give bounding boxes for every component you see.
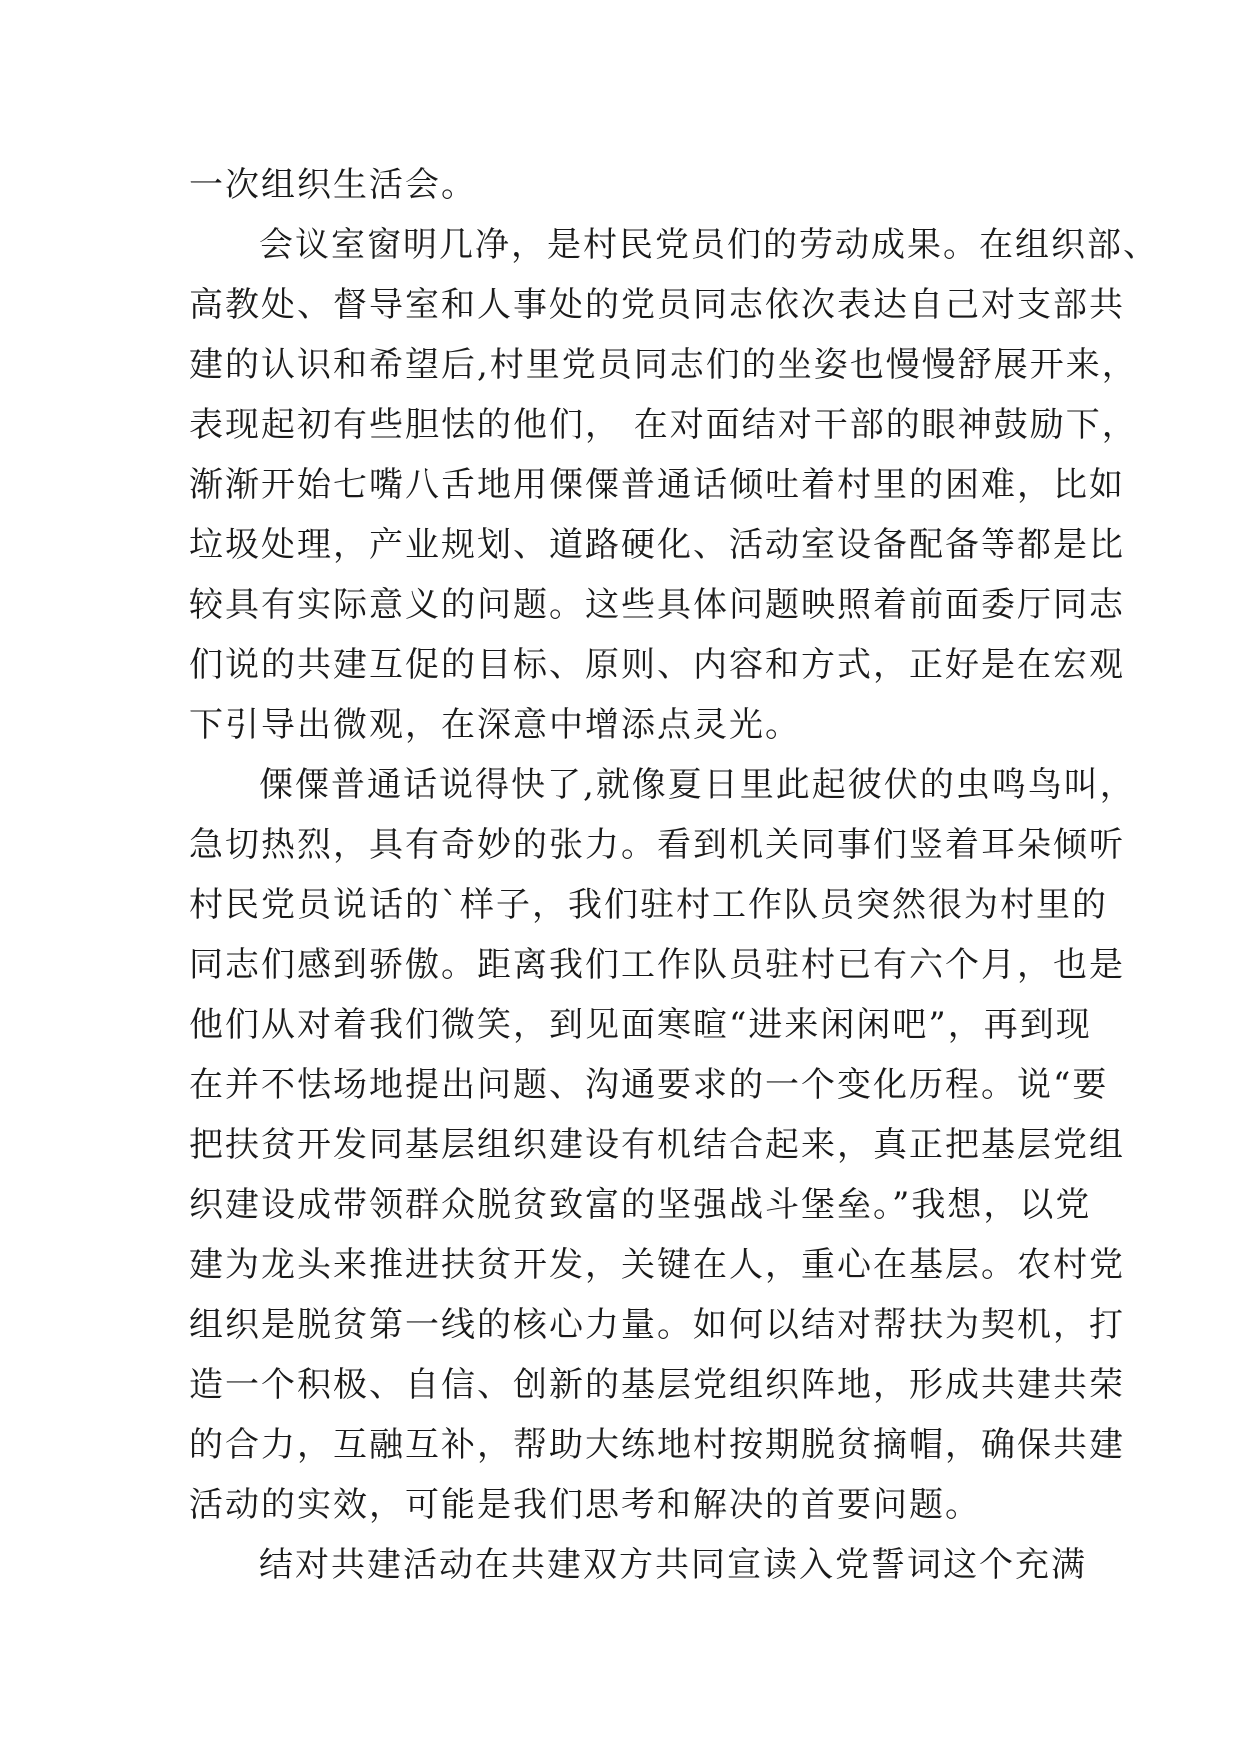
- text-line: 组织是脱贫第一线的核心力量。如何以结对帮扶为契机，打: [189, 1305, 1125, 1345]
- paragraph-start-line: 会议室窗明几净，是村民党员们的劳动成果。在组织部、: [259, 225, 1159, 265]
- text-line: 村民党员说话的`样子，我们驻村工作队员突然很为村里的: [189, 885, 1108, 925]
- text-line: 建为龙头来推进扶贫开发，关键在人，重心在基层。农村党: [189, 1245, 1125, 1285]
- body-text: [189, 155, 1159, 1595]
- text-line: 造一个积极、自信、创新的基层党组织阵地，形成共建共荣: [189, 1365, 1125, 1405]
- paragraph-start-line: 结对共建活动在共建双方共同宣读入党誓词这个充满: [259, 1545, 1087, 1585]
- text-line: 急切热烈，具有奇妙的张力。看到机关同事们竖着耳朵倾听: [189, 825, 1125, 865]
- text-line: 表现起初有些胆怯的他们， 在对面结对干部的眼神鼓励下，: [189, 405, 1138, 445]
- text-line: 下引导出微观，在深意中增添点灵光。: [189, 705, 801, 745]
- text-line: 一次组织生活会。: [189, 165, 477, 205]
- text-line: 垃圾处理，产业规划、道路硬化、活动室设备配备等都是比: [189, 525, 1125, 565]
- text-line: 们说的共建互促的目标、原则、内容和方式，正好是在宏观: [189, 645, 1125, 685]
- text-line: 在并不怯场地提出问题、沟通要求的一个变化历程。说“要: [189, 1065, 1109, 1105]
- text-line: 高教处、督导室和人事处的党员同志依次表达自己对支部共: [189, 285, 1125, 325]
- text-line: 织建设成带领群众脱贫致富的坚强战斗堡垒。”我想，以党: [189, 1185, 1092, 1225]
- text-line: 渐渐开始七嘴八舌地用傈僳普通话倾吐着村里的困难，比如: [189, 465, 1125, 505]
- paragraph-start-line: 傈僳普通话说得快了,就像夏日里此起彼伏的虫鸣鸟叫，: [259, 765, 1136, 805]
- text-line: 的合力，互融互补，帮助大练地村按期脱贫摘帽，确保共建: [189, 1425, 1125, 1465]
- text-line: 活动的实效，可能是我们思考和解决的首要问题。: [189, 1485, 981, 1525]
- text-line: 建的认识和希望后,村里党员同志们的坐姿也慢慢舒展开来，: [189, 345, 1138, 385]
- text-line: 同志们感到骄傲。距离我们工作队员驻村已有六个月，也是: [189, 945, 1125, 985]
- text-line: 他们从对着我们微笑，到见面寒暄“进来闲闲吧”，再到现: [189, 1005, 1092, 1045]
- text-line: 把扶贫开发同基层组织建设有机结合起来，真正把基层党组: [189, 1125, 1125, 1165]
- text-line: 较具有实际意义的问题。这些具体问题映照着前面委厅同志: [189, 585, 1125, 625]
